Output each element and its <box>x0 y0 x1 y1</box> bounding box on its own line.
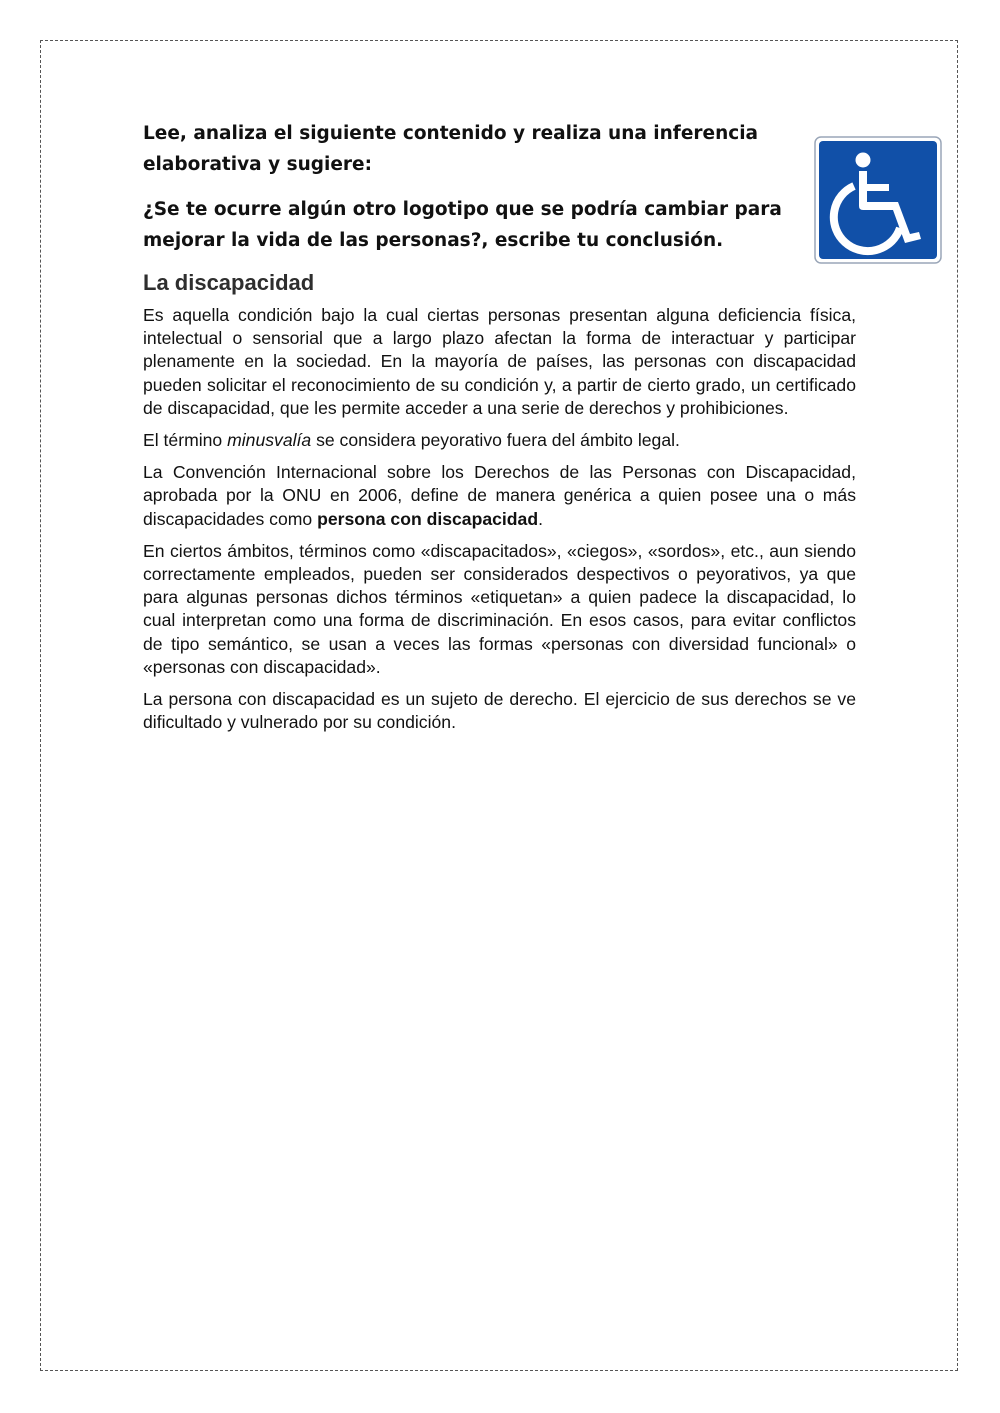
paragraph-definition: Es aquella condición bajo la cual ciertas personas presentan alguna deficiencia física, intelectual o sensorial que a largo plazo afectan la forma de interactuar y participar plenamente en la sociedad. En la mayoría de países, las personas con discapacidad pueden solicitar el reconocimiento de su condición y, a partir de cierto grado, un certificado de discapacidad, que les permite acceder a una serie de derechos y prohibiciones. <box>143 305 856 418</box>
paragraph-convention <box>143 461 856 531</box>
paragraph-minusvalia <box>143 429 856 452</box>
wheelchair-accessibility-icon <box>814 136 942 264</box>
instructions-question: ¿Se te ocurre algún otro logotipo que se podría cambiar para mejorar la vida de las personas?, escribe tu conclusión. <box>143 199 782 251</box>
article <box>143 268 856 743</box>
paragraph-convention-start: La Convención Internacional sobre los Derechos de las Personas con Discapacidad, aprobada por la ONU en 2006, define de manera genérica a quien posee una o más discapacidades como <box>143 462 856 529</box>
instructions-block <box>143 118 783 256</box>
paragraph-terms: En ciertos ámbitos, términos como «discapacitados», «ciegos», «sordos», etc., aun siendo correctamente empleados, pueden ser considerados despectivos o peyorativos, ya que para algunas personas dichos términos «etiquetan» a quien padece la discapacidad, lo cual interpretan como una forma de discriminación. En esos casos, para evitar conflictos de tipo semántico, se usan a veces las formas «personas con diversidad funcional» o «personas con discapacidad». <box>143 540 856 677</box>
term-minusvalia: minusvalía <box>227 430 312 451</box>
paragraph-rights: La persona con discapacidad es un sujeto de derecho. El ejercicio de sus derechos se ve dificultado y vulnerado por su condición. <box>143 689 856 733</box>
article-heading: La discapacidad <box>143 270 315 295</box>
term-persona-con-discapacidad: persona con discapacidad <box>317 508 539 529</box>
paragraph-minusvalia-start: El término <box>143 430 228 451</box>
instructions-text: Lee, analiza el siguiente contenido y realiza una inferencia elaborativa y sugiere: <box>143 123 759 175</box>
paragraph-minusvalia-end: se considera peyorativo fuera del ámbito legal. <box>311 430 680 451</box>
paragraph-convention-end: . <box>538 508 543 529</box>
